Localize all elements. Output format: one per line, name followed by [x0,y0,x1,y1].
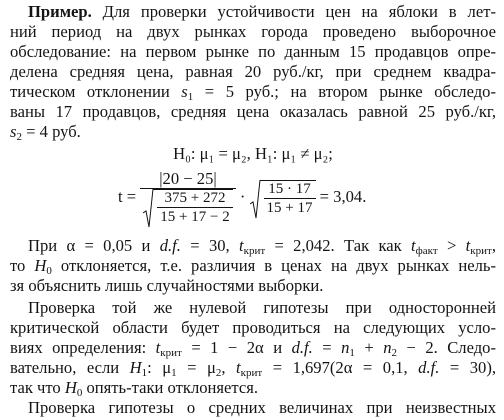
paragraph-3-line-1: Проверка той же нулевой гипотезы при односторонней [28,298,496,317]
pooled-variance-radical: $\frac{375 + 272}{15 + 17 - 2}$ [143,189,232,226]
paragraph-1-line-6: ваны 17 продавцов, средняя цена оказалась равной 25 руб./кг, [10,102,496,121]
paragraph-3-line-4: вательно, если $H_1$: $\mu_1 = \mu_2$, $t_{крит} = 1,697(2\alpha = 0,1$, d.f. = 30), [10,358,497,379]
hypotheses-line: H₀: μ₁ = μ₂, H₁: μ₁ ≠ μ₂; [173,144,333,163]
radical-sign-icon [250,180,262,220]
paragraph-1-line-1: Пример. Для проверки устойчивости цен на яблоки в лет- [28,2,496,21]
example-heading: Пример. [28,2,92,21]
radical-sign-icon [143,189,155,229]
main-fraction: $\frac{|20 - 25|}{\frac{375 + 272}{15 + 17 - 2}}$ [140,170,235,226]
sample-size-radical: $\frac{15 \cdot 17}{15 + 17}$ [250,180,316,217]
paragraph-4-line-1: Проверка гипотезы о средних величинах при неизвестных [28,398,496,417]
t-statistic-formula: t = $\frac{|20 - 25|}{\frac{375 + 272}{15 + 17 - 2}}$ · $\frac{15 \cdot 17}{15 + 17}$ = 3,04. [118,170,366,226]
paragraph-3-line-3: виях определения: $t_{крит} = 1 - 2\alpha$ и d.f. = $n_1 + n_2 - 2$. Следо- [10,338,496,359]
paragraph-2-line-1: При α = 0,05 и d.f. = 30, $t_{крит} = 2,042$. Так как $t_{факт} > t_{крит}$, [28,236,496,257]
paragraph-1-line-7: $s_2 = 4$ руб. [10,122,81,143]
paragraph-1-line-2: ний период на двух рынках города проведено выборочное [10,22,496,41]
paragraph-2-line-3: зя объяснить лишь случайностями выборки. [10,276,324,295]
paragraph-3-line-2: критической области будет проводиться на следующих усло- [10,318,496,337]
paragraph-3-line-5: так что $H_0$ опять-таки отклоняется. [10,378,259,399]
paragraph-1-line-4: делена средняя цена, равная 20 руб./кг, при среднем квадра- [10,62,496,81]
paragraph-2-line-2: то $H_0$ отклоняется, т.е. различия в ценах на двух рынках нель- [10,256,496,277]
paragraph-1-line-5: тическом отклонении $s_1 = 5$ руб.; на втором рынке обследо- [10,82,496,103]
paragraph-1-line-3: обследование: на первом рынке по данным 15 продавцов опре- [10,42,496,61]
